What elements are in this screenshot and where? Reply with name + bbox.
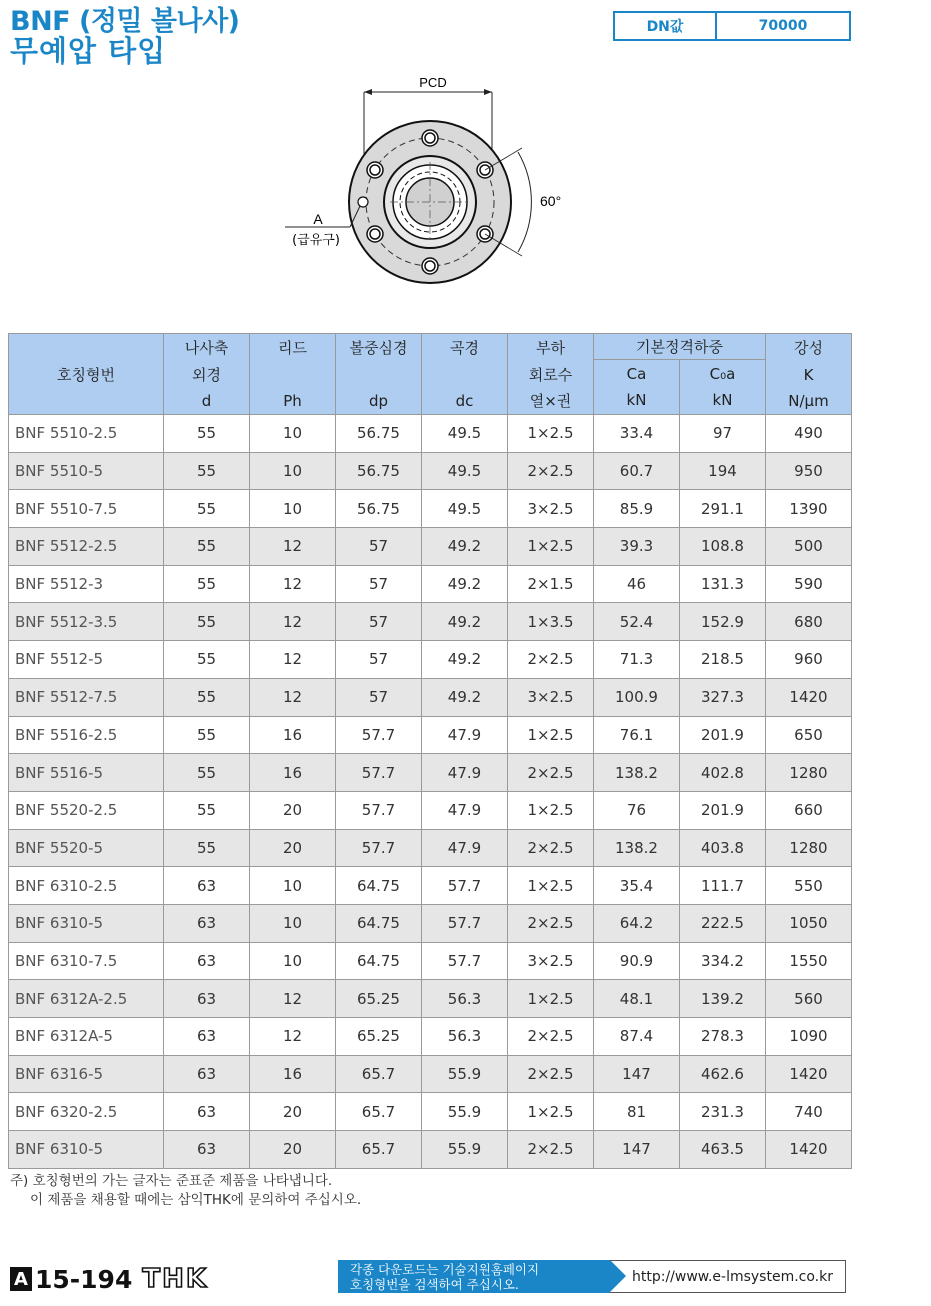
cell-k: 1420: [766, 1055, 852, 1093]
cell-ph: 16: [250, 1055, 336, 1093]
cell-ca: 85.9: [594, 490, 680, 528]
cell-model: BNF 5520-2.5: [9, 791, 164, 829]
cell-model: BNF 6310-7.5: [9, 942, 164, 980]
cell-c0a: 462.6: [680, 1055, 766, 1093]
cell-k: 1550: [766, 942, 852, 980]
cell-c0a: 201.9: [680, 791, 766, 829]
cell-circuit: 2×2.5: [508, 452, 594, 490]
cell-k: 500: [766, 528, 852, 566]
cell-d: 63: [164, 867, 250, 905]
table-row: [9, 980, 852, 1018]
page-number-text: 15-194: [35, 1264, 133, 1294]
table-row: [9, 791, 852, 829]
table-row: [9, 415, 852, 453]
col-ca: Ca kN: [594, 360, 680, 415]
cell-ph: 20: [250, 1131, 336, 1169]
table-row: [9, 942, 852, 980]
cell-dc: 47.9: [422, 716, 508, 754]
cell-c0a: 131.3: [680, 565, 766, 603]
cell-ca: 81: [594, 1093, 680, 1131]
banner-line-1: 각종 다운로드는 기술지원홈페이지: [350, 1262, 540, 1277]
cell-dp: 56.75: [336, 490, 422, 528]
cell-dc: 49.5: [422, 415, 508, 453]
cell-dc: 55.9: [422, 1055, 508, 1093]
cell-c0a: 108.8: [680, 528, 766, 566]
cell-c0a: 201.9: [680, 716, 766, 754]
cell-k: 960: [766, 641, 852, 679]
cell-circuit: 1×2.5: [508, 415, 594, 453]
cell-d: 55: [164, 641, 250, 679]
col-load: 기본정격하중: [594, 334, 766, 360]
cell-d: 55: [164, 716, 250, 754]
col-ph: 리드 Ph: [250, 334, 336, 415]
cell-model: BNF 5516-5: [9, 754, 164, 792]
cell-d: 55: [164, 603, 250, 641]
cell-dp: 65.25: [336, 1018, 422, 1056]
cell-ph: 12: [250, 528, 336, 566]
cell-ph: 12: [250, 565, 336, 603]
cell-ca: 39.3: [594, 528, 680, 566]
table-row: [9, 867, 852, 905]
cell-model: BNF 5512-7.5: [9, 678, 164, 716]
cell-dp: 57.7: [336, 754, 422, 792]
cell-circuit: 1×3.5: [508, 603, 594, 641]
cell-dp: 57.7: [336, 716, 422, 754]
cell-dc: 56.3: [422, 1018, 508, 1056]
cell-dp: 65.7: [336, 1131, 422, 1169]
cell-model: BNF 5510-2.5: [9, 415, 164, 453]
col-dp: 볼중심경 dp: [336, 334, 422, 415]
cell-dc: 57.7: [422, 904, 508, 942]
cell-k: 680: [766, 603, 852, 641]
cell-d: 63: [164, 1018, 250, 1056]
cell-ca: 71.3: [594, 641, 680, 679]
cell-dp: 57: [336, 678, 422, 716]
table-row: [9, 716, 852, 754]
col-d: 나사축 외경 d: [164, 334, 250, 415]
cell-c0a: 327.3: [680, 678, 766, 716]
cell-model: BNF 6312A-5: [9, 1018, 164, 1056]
cell-ph: 10: [250, 490, 336, 528]
table-row: [9, 829, 852, 867]
website-link[interactable]: http://www.e-lmsystem.co.kr: [610, 1260, 846, 1293]
cell-ph: 12: [250, 603, 336, 641]
cell-model: BNF 5510-5: [9, 452, 164, 490]
cell-k: 490: [766, 415, 852, 453]
cell-d: 63: [164, 1131, 250, 1169]
cell-k: 660: [766, 791, 852, 829]
cell-circuit: 2×2.5: [508, 641, 594, 679]
cell-circuit: 3×2.5: [508, 490, 594, 528]
footnote: [10, 1172, 361, 1210]
cell-d: 55: [164, 490, 250, 528]
cell-ph: 16: [250, 754, 336, 792]
cell-dp: 65.25: [336, 980, 422, 1018]
cell-circuit: 3×2.5: [508, 678, 594, 716]
cell-model: BNF 5512-3.5: [9, 603, 164, 641]
cell-ph: 20: [250, 791, 336, 829]
cell-circuit: 2×2.5: [508, 1131, 594, 1169]
cell-c0a: 139.2: [680, 980, 766, 1018]
table-row: [9, 603, 852, 641]
cell-c0a: 194: [680, 452, 766, 490]
cell-dc: 47.9: [422, 791, 508, 829]
cell-ca: 33.4: [594, 415, 680, 453]
cell-k: 550: [766, 867, 852, 905]
cell-ph: 20: [250, 1093, 336, 1131]
cell-circuit: 1×2.5: [508, 867, 594, 905]
cell-ph: 20: [250, 829, 336, 867]
cell-ca: 100.9: [594, 678, 680, 716]
title-line-1: BNF (정밀 볼나사): [10, 6, 240, 37]
cell-dp: 65.7: [336, 1093, 422, 1131]
cell-ca: 147: [594, 1131, 680, 1169]
nut-flange-diagram: [270, 70, 590, 290]
cell-circuit: 2×2.5: [508, 1055, 594, 1093]
cell-ph: 12: [250, 980, 336, 1018]
cell-c0a: 463.5: [680, 1131, 766, 1169]
table-row: [9, 1131, 852, 1169]
cell-ph: 12: [250, 1018, 336, 1056]
cell-dc: 49.2: [422, 565, 508, 603]
cell-d: 63: [164, 942, 250, 980]
cell-ca: 48.1: [594, 980, 680, 1018]
cell-ca: 46: [594, 565, 680, 603]
download-banner[interactable]: [338, 1260, 846, 1293]
cell-c0a: 402.8: [680, 754, 766, 792]
cell-ph: 12: [250, 641, 336, 679]
cell-c0a: 291.1: [680, 490, 766, 528]
a-label: A: [313, 211, 323, 227]
cell-ph: 10: [250, 415, 336, 453]
cell-k: 1050: [766, 904, 852, 942]
banner-text: [338, 1260, 610, 1293]
cell-dp: 64.75: [336, 867, 422, 905]
col-dc: 곡경 dc: [422, 334, 508, 415]
banner-line-2: 호칭형번을 검색하여 주십시오.: [350, 1277, 519, 1292]
cell-model: BNF 5512-2.5: [9, 528, 164, 566]
cell-dp: 57: [336, 603, 422, 641]
angle-label: 60°: [540, 193, 562, 209]
cell-ca: 76.1: [594, 716, 680, 754]
cell-model: BNF 6310-5: [9, 1131, 164, 1169]
a-sub-label: (급유구): [292, 233, 340, 248]
cell-circuit: 2×2.5: [508, 829, 594, 867]
cell-model: BNF 5516-2.5: [9, 716, 164, 754]
cell-c0a: 97: [680, 415, 766, 453]
cell-d: 55: [164, 528, 250, 566]
thk-logo: THK: [142, 1264, 209, 1294]
cell-c0a: 278.3: [680, 1018, 766, 1056]
col-model: 호칭형번: [9, 334, 164, 415]
cell-dc: 55.9: [422, 1093, 508, 1131]
cell-circuit: 2×2.5: [508, 1018, 594, 1056]
cell-d: 63: [164, 1093, 250, 1131]
cell-dc: 49.2: [422, 528, 508, 566]
cell-circuit: 1×2.5: [508, 716, 594, 754]
title-line-2: 무예압 타입: [10, 34, 167, 69]
cell-ph: 10: [250, 867, 336, 905]
cell-c0a: 403.8: [680, 829, 766, 867]
cell-d: 55: [164, 452, 250, 490]
cell-ph: 12: [250, 678, 336, 716]
cell-ca: 138.2: [594, 754, 680, 792]
cell-model: BNF 6312A-2.5: [9, 980, 164, 1018]
cell-dc: 56.3: [422, 980, 508, 1018]
cell-circuit: 3×2.5: [508, 942, 594, 980]
cell-circuit: 2×2.5: [508, 754, 594, 792]
cell-dp: 57.7: [336, 829, 422, 867]
cell-ca: 35.4: [594, 867, 680, 905]
cell-dp: 57.7: [336, 791, 422, 829]
dn-value: 70000: [758, 18, 808, 34]
cell-c0a: 111.7: [680, 867, 766, 905]
cell-k: 1420: [766, 1131, 852, 1169]
cell-d: 55: [164, 754, 250, 792]
cell-k: 950: [766, 452, 852, 490]
cell-k: 650: [766, 716, 852, 754]
cell-model: BNF 5512-3: [9, 565, 164, 603]
table-row: [9, 678, 852, 716]
cell-ca: 87.4: [594, 1018, 680, 1056]
cell-dp: 57: [336, 528, 422, 566]
cell-ph: 10: [250, 452, 336, 490]
table-row: [9, 1018, 852, 1056]
cell-model: BNF 6310-5: [9, 904, 164, 942]
cell-dc: 49.5: [422, 490, 508, 528]
spec-table: [8, 333, 852, 1169]
col-c0a: C₀a kN: [680, 360, 766, 415]
footnote-line-2: 이 제품을 채용할 때에는 삼익THK에 문의하여 주십시오.: [30, 1192, 362, 1208]
cell-ca: 147: [594, 1055, 680, 1093]
cell-ca: 138.2: [594, 829, 680, 867]
cell-model: BNF 5520-5: [9, 829, 164, 867]
table-row: [9, 452, 852, 490]
cell-model: BNF 6310-2.5: [9, 867, 164, 905]
cell-ca: 90.9: [594, 942, 680, 980]
cell-circuit: 1×2.5: [508, 980, 594, 1018]
cell-dp: 56.75: [336, 415, 422, 453]
cell-circuit: 1×2.5: [508, 1093, 594, 1131]
cell-c0a: 231.3: [680, 1093, 766, 1131]
cell-dc: 49.2: [422, 641, 508, 679]
pcd-label: PCD: [419, 75, 447, 90]
cell-c0a: 334.2: [680, 942, 766, 980]
section-mark: A: [10, 1267, 32, 1291]
cell-ph: 16: [250, 716, 336, 754]
cell-ca: 64.2: [594, 904, 680, 942]
table-row: [9, 754, 852, 792]
cell-ca: 76: [594, 791, 680, 829]
cell-d: 55: [164, 829, 250, 867]
cell-ph: 10: [250, 904, 336, 942]
cell-circuit: 1×2.5: [508, 791, 594, 829]
cell-ph: 10: [250, 942, 336, 980]
cell-model: BNF 5510-7.5: [9, 490, 164, 528]
cell-dp: 57: [336, 641, 422, 679]
cell-k: 1390: [766, 490, 852, 528]
table-row: [9, 641, 852, 679]
table-row: [9, 528, 852, 566]
cell-d: 63: [164, 980, 250, 1018]
col-circuit: 부하 회로수 열×권: [508, 334, 594, 415]
cell-ca: 60.7: [594, 452, 680, 490]
footnote-line-1: 주) 호칭형번의 가는 글자는 준표준 제품을 나타냅니다.: [10, 1173, 333, 1189]
cell-d: 55: [164, 791, 250, 829]
cell-k: 590: [766, 565, 852, 603]
cell-circuit: 2×2.5: [508, 904, 594, 942]
cell-model: BNF 5512-5: [9, 641, 164, 679]
cell-k: 1090: [766, 1018, 852, 1056]
cell-d: 55: [164, 415, 250, 453]
cell-dp: 57: [336, 565, 422, 603]
table-row: [9, 904, 852, 942]
cell-dc: 57.7: [422, 942, 508, 980]
page-number: [10, 1264, 208, 1294]
cell-model: BNF 6320-2.5: [9, 1093, 164, 1131]
cell-c0a: 222.5: [680, 904, 766, 942]
cell-d: 55: [164, 565, 250, 603]
cell-k: 560: [766, 980, 852, 1018]
cell-dc: 57.7: [422, 867, 508, 905]
cell-k: 740: [766, 1093, 852, 1131]
cell-model: BNF 6316-5: [9, 1055, 164, 1093]
cell-dc: 55.9: [422, 1131, 508, 1169]
cell-dc: 47.9: [422, 829, 508, 867]
cell-ca: 52.4: [594, 603, 680, 641]
cell-c0a: 218.5: [680, 641, 766, 679]
cell-d: 55: [164, 678, 250, 716]
page-title: [10, 8, 240, 67]
cell-dc: 49.2: [422, 678, 508, 716]
dn-label: DN값: [615, 13, 717, 39]
cell-dp: 56.75: [336, 452, 422, 490]
table-row: [9, 565, 852, 603]
cell-dp: 64.75: [336, 904, 422, 942]
cell-dc: 47.9: [422, 754, 508, 792]
cell-k: 1280: [766, 829, 852, 867]
cell-circuit: 1×2.5: [508, 528, 594, 566]
col-k: 강성 K N/μm: [766, 334, 852, 415]
cell-circuit: 2×1.5: [508, 565, 594, 603]
table-row: [9, 490, 852, 528]
cell-dc: 49.2: [422, 603, 508, 641]
cell-c0a: 152.9: [680, 603, 766, 641]
cell-dp: 64.75: [336, 942, 422, 980]
cell-dc: 49.5: [422, 452, 508, 490]
cell-k: 1420: [766, 678, 852, 716]
cell-k: 1280: [766, 754, 852, 792]
cell-d: 63: [164, 1055, 250, 1093]
table-row: [9, 1093, 852, 1131]
table-row: [9, 1055, 852, 1093]
cell-dp: 65.7: [336, 1055, 422, 1093]
cell-d: 63: [164, 904, 250, 942]
dn-value-box: [613, 11, 851, 41]
